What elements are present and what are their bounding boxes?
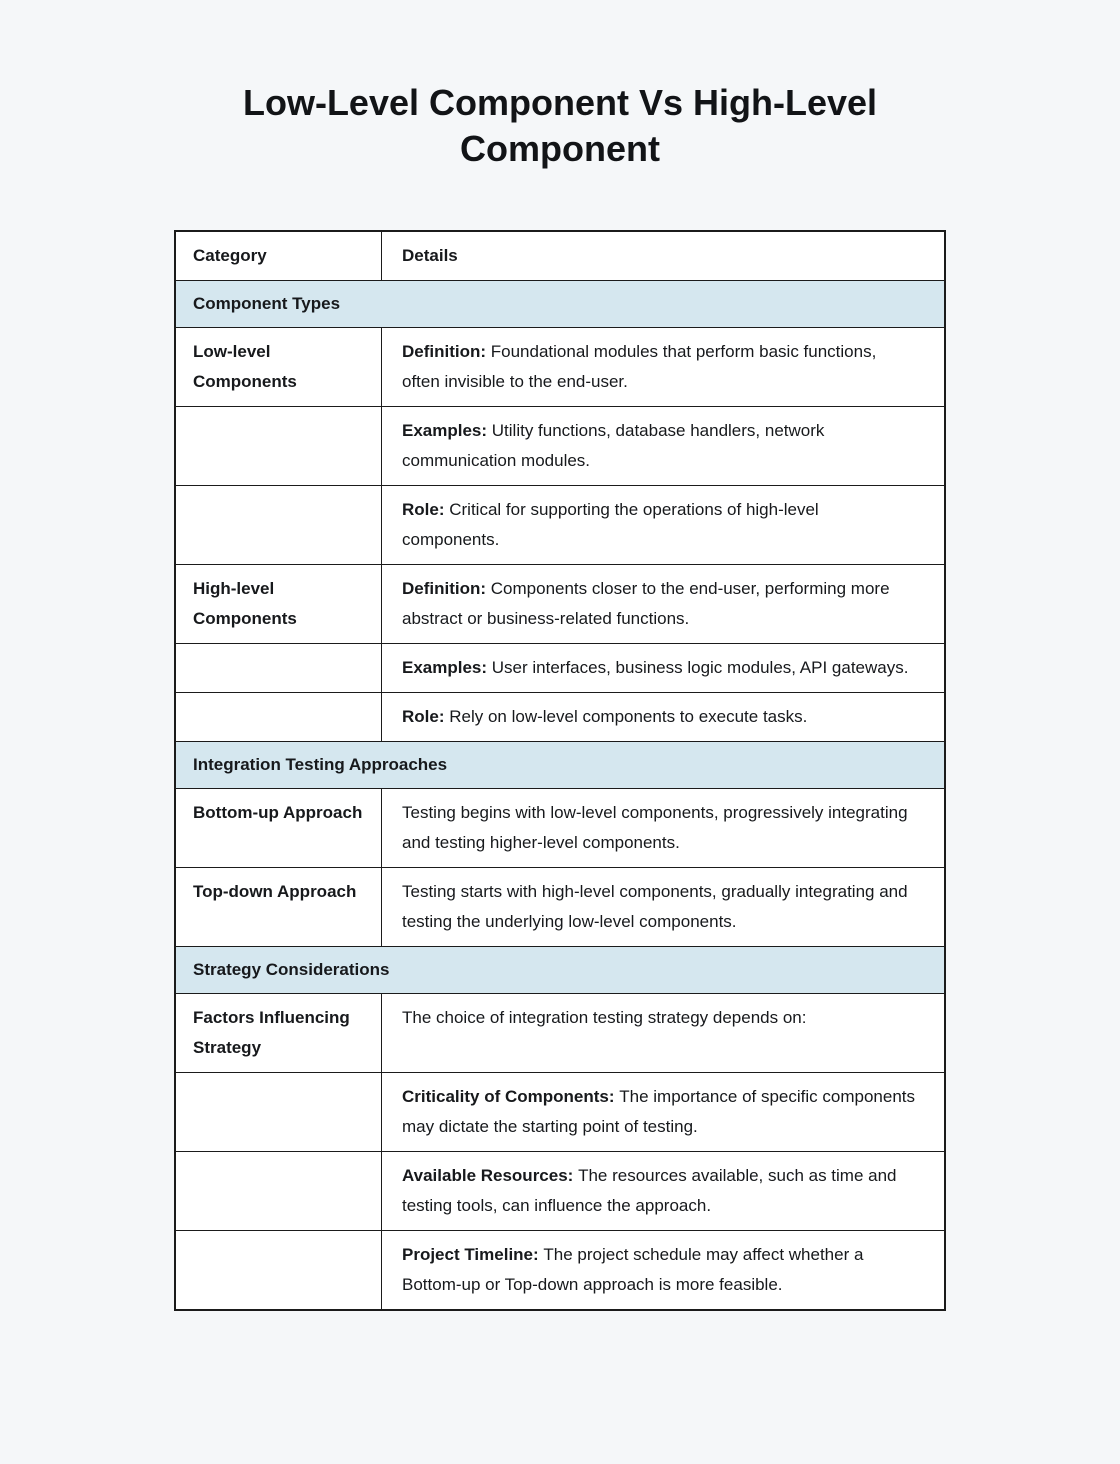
details-bold-label: Role: [402,500,450,519]
category-cell [176,407,382,485]
section-row-component-types [176,280,944,327]
table-header-row [176,232,944,280]
table-row [176,406,944,485]
details-cell [382,407,944,485]
category-cell [176,693,382,741]
category-cell [176,1152,382,1230]
category-cell [176,644,382,692]
details-cell [382,789,944,867]
table-row [176,993,944,1072]
table-row [176,564,944,643]
details-bold-label: Definition: [402,579,491,598]
details-text: Testing begins with low-level components, progressively integrating and testing higher-level components. [402,803,908,852]
table-row [176,1230,944,1309]
category-cell: Factors Influencing Strategy [176,994,382,1072]
category-cell [176,486,382,564]
details-cell [382,1231,944,1309]
details-text: Rely on low-level components to execute tasks. [449,707,808,726]
table-row [176,327,944,406]
table-row [176,1151,944,1230]
details-cell [382,486,944,564]
details-text: Utility functions, database handlers, network communication modules. [402,421,825,470]
details-cell [382,994,944,1072]
table-row [176,788,944,867]
category-cell: Bottom-up Approach [176,789,382,867]
category-cell: Top-down Approach [176,868,382,946]
section-label: Component Types [193,294,341,313]
table-row [176,643,944,692]
details-bold-label: Role: [402,707,450,726]
details-text: The choice of integration testing strategy depends on: [402,1008,807,1027]
details-bold-label: Examples: [402,421,492,440]
comparison-table [174,230,946,1311]
details-text: The resources available, such as time and testing tools, can influence the approach. [402,1166,897,1215]
table-row [176,1072,944,1151]
category-cell: Low-level Components [176,328,382,406]
details-cell [382,1152,944,1230]
section-label: Integration Testing Approaches [193,755,448,774]
details-text: Components closer to the end-user, performing more abstract or business-related functions. [402,579,890,628]
section-row-strategy-considerations [176,946,944,993]
details-text: User interfaces, business logic modules, API gateways. [491,658,909,677]
details-text: The project schedule may affect whether a Bottom-up or Top-down approach is more feasible. [402,1245,864,1294]
details-bold-label: Criticality of Components: [402,1087,620,1106]
section-label: Strategy Considerations [193,960,390,979]
details-cell [382,328,944,406]
category-cell: High-level Components [176,565,382,643]
table-row [176,485,944,564]
details-cell [382,644,944,692]
table-row [176,692,944,741]
details-bold-label: Examples: [402,658,492,677]
category-cell [176,1073,382,1151]
details-bold-label: Definition: [402,342,491,361]
details-text: Testing starts with high-level components, gradually integrating and testing the underlying low-level components. [402,882,908,931]
details-bold-label: Available Resources: [402,1166,579,1185]
table-row [176,867,944,946]
details-bold-label: Project Timeline: [402,1245,544,1264]
details-text: Foundational modules that perform basic functions, often invisible to the end-user. [402,342,877,391]
details-cell [382,693,944,741]
details-cell [382,868,944,946]
details-text: The importance of specific components may dictate the starting point of testing. [402,1087,915,1136]
details-text: Critical for supporting the operations of high-level components. [402,500,819,549]
column-header-details: Details [402,246,458,265]
column-header-category: Category [176,232,382,280]
section-row-integration-testing-approaches [176,741,944,788]
page-title: Low-Level Component Vs High-Level Component [242,82,878,169]
details-cell [382,565,944,643]
category-cell [176,1231,382,1309]
details-cell [382,1073,944,1151]
